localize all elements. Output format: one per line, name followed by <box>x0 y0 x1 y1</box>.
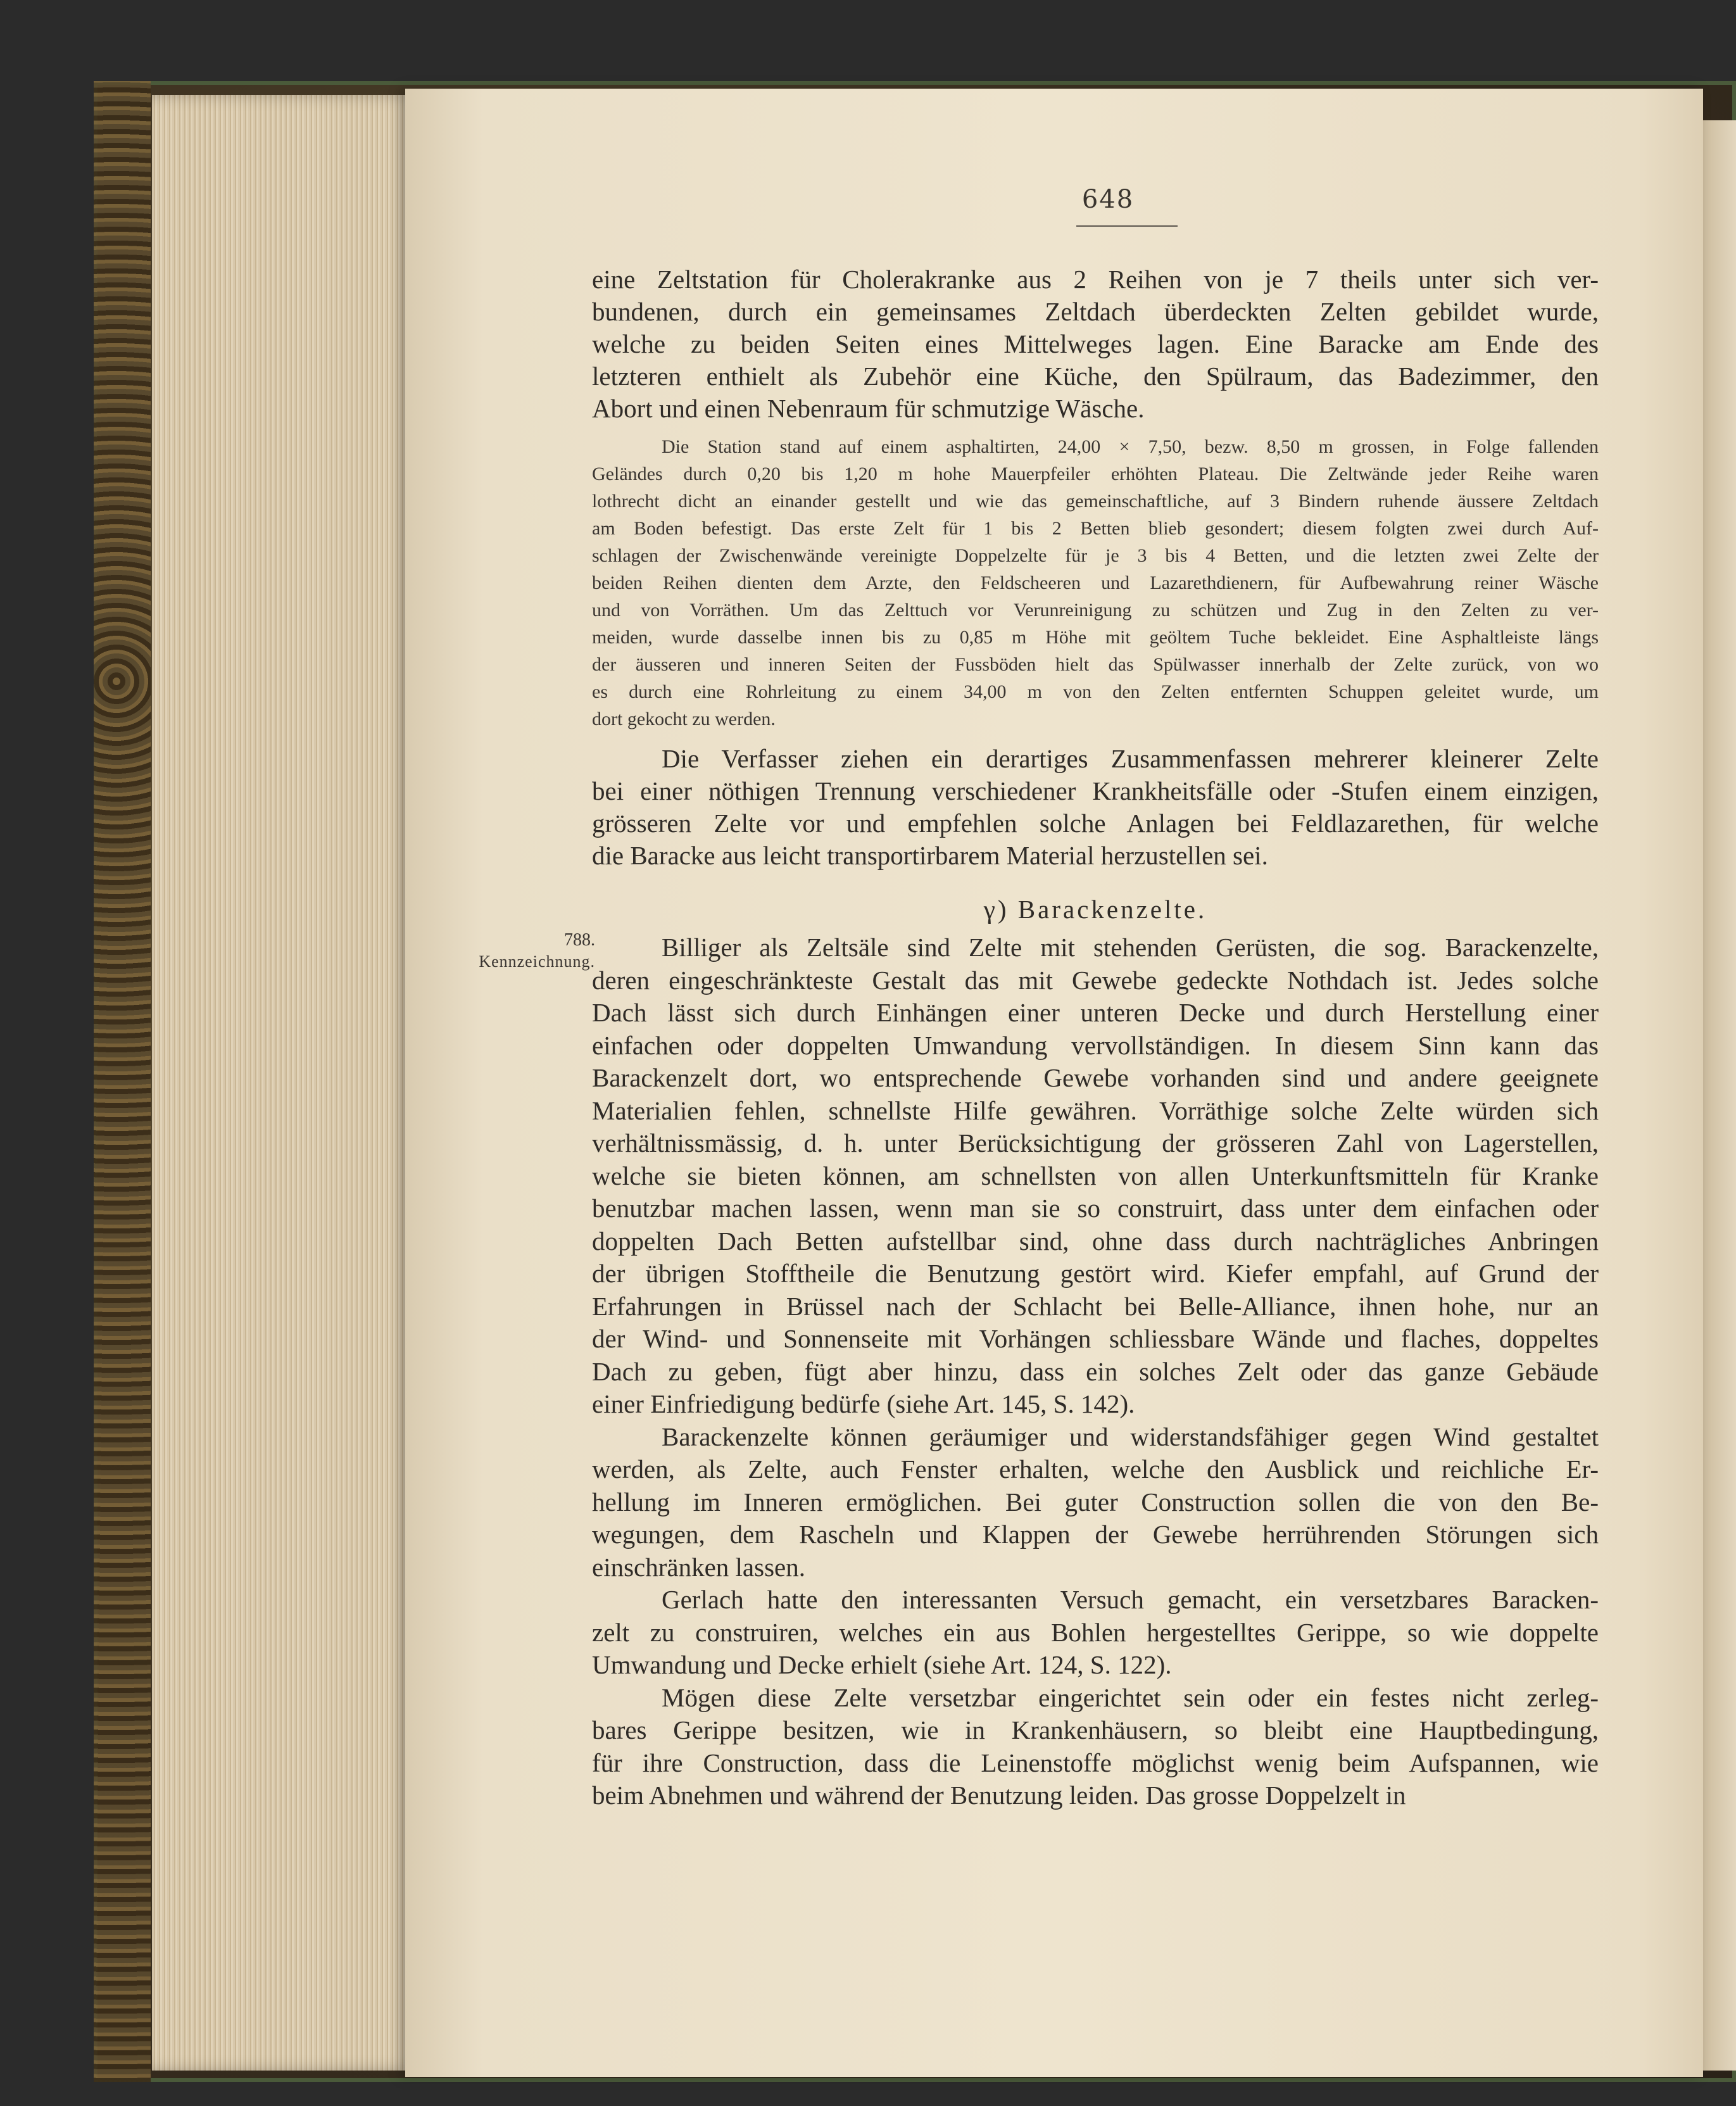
text-line: Mögen diese Zelte versetzbar eingerichtet sein oder ein festes nicht zerleg- <box>662 1682 1599 1712</box>
text-line: dort gekocht zu werden. <box>592 709 776 729</box>
text-line: Billiger als Zeltsäle sind Zelte mit stehenden Gerüsten, die sog. Barackenzelte, <box>662 933 1599 962</box>
page-stack-edges <box>152 95 418 2071</box>
page-number-rule <box>1076 225 1178 227</box>
margin-note-number: 788. <box>564 930 595 950</box>
text-line: doppelten Dach Betten aufstellbar sind, ohne dass durch nachträgliches Anbringen <box>592 1226 1599 1256</box>
text-line: Die Station stand auf einem asphaltirten, 24,00 × 7,50, bezw. 8,50 m grossen, in Folge fallenden <box>662 436 1599 457</box>
text-line: deren eingeschränkteste Gestalt das mit Gewebe gedeckte Nothdach ist. Jedes solche <box>592 965 1599 995</box>
margin-note-label: Kennzeichnung. <box>479 952 595 971</box>
text-line: einer Einfriedigung bedürfe (siehe Art. 145, S. 142). <box>592 1389 1135 1418</box>
text-line: beim Abnehmen und während der Benutzung leiden. Das grosse Doppelzelt in <box>592 1781 1406 1810</box>
text-line: für ihre Construction, dass die Leinenstoffe möglichst wenig beim Aufspannen, wie <box>592 1748 1599 1777</box>
text-line: grösseren Zelte vor und empfehlen solche Anlagen bei Feldlazarethen, für welche <box>592 809 1599 838</box>
text-line: bundenen, durch ein gemeinsames Zeltdach überdeckten Zelten gebildet wurde, <box>592 297 1599 326</box>
text-line: Barackenzelte können geräumiger und widerstandsfähiger gegen Wind gestaltet <box>662 1422 1599 1451</box>
text-line: wegungen, dem Rascheln und Klappen der Gewebe herrührenden Störungen sich <box>592 1520 1599 1549</box>
section-heading: γ) Barackenzelte. <box>983 895 1207 924</box>
text-line: der äusseren und inneren Seiten der Fussböden hielt das Spülwasser innerhalb der Zelte zurück, von wo <box>592 654 1599 675</box>
text-line: bares Gerippe besitzen, wie in Krankenhäusern, so bleibt eine Hauptbedingung, <box>592 1715 1599 1744</box>
text-line: meiden, wurde dasselbe innen bis zu 0,85 m Höhe mit geöltem Tuche bekleidet. Eine Asphaltleiste längs <box>592 627 1599 648</box>
text-line: benutzbar machen lassen, wenn man sie so construirt, dass unter dem einfachen oder <box>592 1194 1599 1223</box>
text-line: der Wind- und Sonnenseite mit Vorhängen schliessbare Wände und flaches, doppeltes <box>592 1324 1599 1353</box>
text-line: die Baracke aus leicht transportirbarem Material herzustellen sei. <box>592 841 1268 870</box>
text-line: Materialien fehlen, schnellste Hilfe gewähren. Vorräthige solche Zelte würden sich <box>592 1095 1599 1125</box>
text-line: welche sie bieten können, am schnellsten von allen Unterkunftsmitteln für Kranke <box>592 1161 1599 1190</box>
text-line: schlagen der Zwischenwände vereinigte Doppelzelte für je 3 bis 4 Betten, und die letzten zwei Zelte der <box>592 545 1599 566</box>
text-line: welche zu beiden Seiten eines Mittelweges lagen. Eine Baracke am Ende des <box>592 329 1599 358</box>
text-line: es durch eine Rohrleitung zu einem 34,00 m von den Zelten entfernten Schuppen geleitet wurde, um <box>592 681 1599 702</box>
text-line: Dach lässt sich durch Einhängen einer unteren Decke und durch Herstellung einer <box>592 998 1599 1027</box>
text-line: Umwandung und Decke erhielt (siehe Art. 124, S. 122). <box>592 1650 1172 1679</box>
page-number: 648 <box>1081 185 1135 214</box>
text-line: bei einer nöthigen Trennung verschiedener Krankheitsfälle oder -Stufen einem einzigen, <box>592 776 1599 805</box>
text-line: Erfahrungen in Brüssel nach der Schlacht bei Belle-Alliance, ihnen hohe, nur an <box>592 1291 1599 1321</box>
text-line: Barackenzelt dort, wo entsprechende Gewebe vorhanden sind und andere geeignete <box>592 1063 1599 1092</box>
text-line: Abort und einen Nebenraum für schmutzige Wäsche. <box>592 394 1145 423</box>
text-line: verhältnissmässig, d. h. unter Berücksichtigung der grösseren Zahl von Lagerstellen, <box>592 1128 1599 1157</box>
text-line: der übrigen Stofftheile die Benutzung gestört wird. Kiefer empfahl, auf Grund der <box>592 1259 1599 1288</box>
text-line: Gerlach hatte den interessanten Versuch gemacht, ein versetzbares Baracken- <box>662 1585 1599 1614</box>
text-line: Dach zu geben, fügt aber hinzu, dass ein solches Zelt oder das ganze Gebäude <box>592 1356 1599 1386</box>
margin-note <box>443 930 595 973</box>
facing-page-edge <box>1703 120 1736 2071</box>
text-line: Geländes durch 0,20 bis 1,20 m hohe Mauerpfeiler erhöhten Plateau. Die Zeltwände jeder Reihe waren <box>592 463 1599 484</box>
text-line: hellung im Inneren ermöglichen. Bei guter Construction sollen die von den Be- <box>592 1487 1599 1516</box>
text-line: einfachen oder doppelten Umwandung vervollständigen. In diesem Sinn kann das <box>592 1030 1599 1060</box>
text-line: lothrecht dicht an einander gestellt und wie das gemeinschaftliche, auf 3 Bindern ruhende äussere Zeltdach <box>592 491 1599 512</box>
text-line: eine Zeltstation für Cholerakranke aus 2 Reihen von je 7 theils unter sich ver- <box>592 265 1599 294</box>
text-line: Die Verfasser ziehen ein derartiges Zusammenfassen mehrerer kleinerer Zelte <box>662 744 1599 773</box>
text-line: einschränken lassen. <box>592 1552 805 1582</box>
text-line: werden, als Zelte, auch Fenster erhalten, welche den Ausblick und reichliche Er- <box>592 1454 1599 1484</box>
text-line: beiden Reihen dienten dem Arzte, den Feldscheeren und Lazarethdienern, für Aufbewahrung reiner Wäsche <box>592 572 1599 593</box>
text-line: zelt zu construiren, welches ein aus Bohlen hergestelltes Gerippe, so wie doppelte <box>592 1617 1599 1647</box>
book-spine <box>94 81 151 2082</box>
text-line: am Boden befestigt. Das erste Zelt für 1 bis 2 Betten blieb gesondert; diesem folgten zwei durch Auf- <box>592 518 1599 539</box>
text-line: und von Vorräthen. Um das Zelttuch vor Verunreinigung zu schützen und Zug in den Zelten zu ver- <box>592 600 1599 621</box>
text-line: letzteren enthielt als Zubehör eine Küche, den Spülraum, das Badezimmer, den <box>592 362 1599 391</box>
